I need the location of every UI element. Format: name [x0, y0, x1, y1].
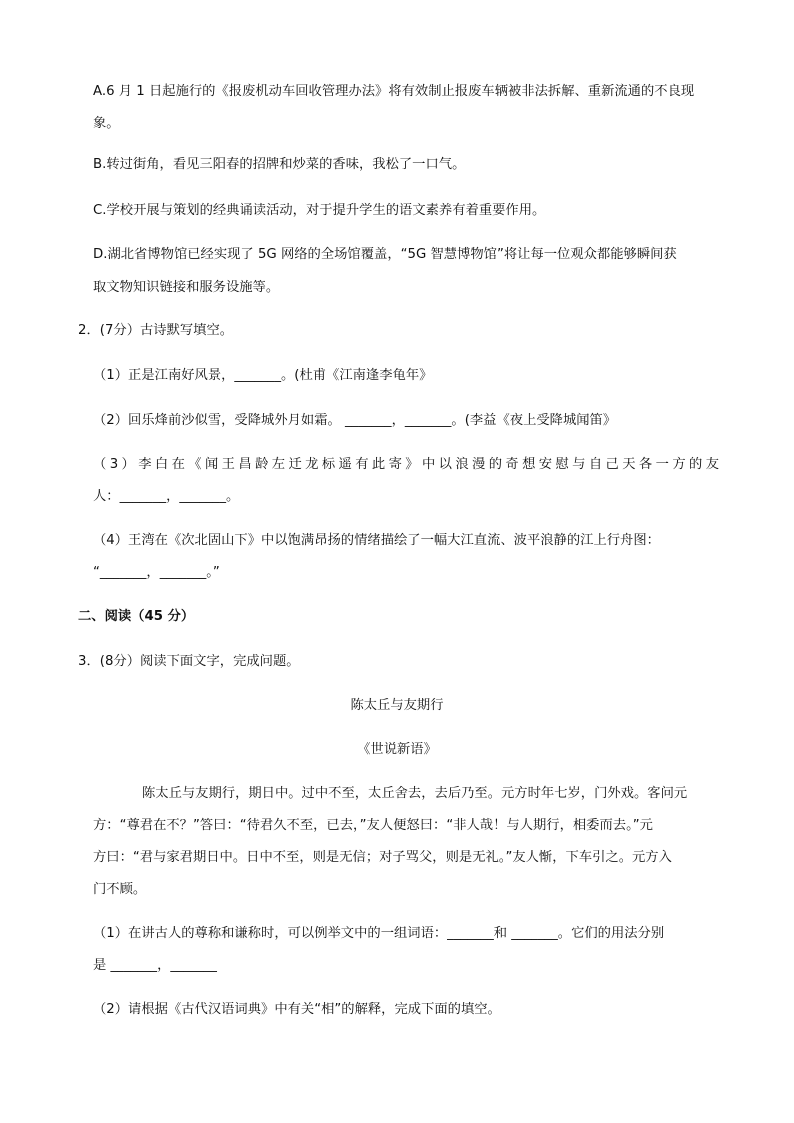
q2-sub4-line2: “_______，_______。”	[93, 565, 220, 580]
option-a-line2: 象。	[93, 116, 120, 131]
passage-line1: 陈太丘与友期行，期日中。过中不至，太丘舍去，去后乃至。元方时年七岁，门外戏。客问元	[142, 786, 688, 801]
q2-sub3-line1: （3）李白在《闻王昌龄左迁龙标遥有此寄》中以浪漫的奇想安慰与自己天各一方的友	[93, 457, 719, 472]
q2-sub2: （2）回乐烽前沙似雪，受降城外月如霜。 _______，_______。(李益《夜上受降城闻笛》	[93, 413, 617, 428]
option-d-line1: D.湖北省博物馆已经实现了 5G 网络的全场馆覆盖，“5G 智慧博物馆”将让每一位观众都能够瞬间获	[93, 247, 677, 262]
q2-sub3-line2: 人：_______，_______。	[93, 489, 240, 504]
q3-sub1-line2: 是 _______，_______	[93, 958, 217, 973]
question-3-title: 3．(8分）阅读下面文字，完成问题。	[78, 654, 300, 669]
option-d-line2: 取文物知识链接和服务设施等。	[93, 280, 280, 295]
option-a-line1: A.6 月 1 日起施行的《报废机动车回收管理办法》将有效制止报废车辆被非法拆解、重新流通的不良现	[93, 84, 695, 99]
passage-line2: 方：“尊君在不？”答曰：“待君久不至，已去，”友人便怒曰：“非人哉！与人期行，相委而去。”元	[93, 818, 653, 833]
passage-source: 《世说新语》	[357, 742, 437, 757]
option-b: B.转过街角，看见三阳春的招牌和炒菜的香味，我松了一口气。	[93, 157, 466, 172]
section-2-heading: 二、阅读（45 分）	[78, 609, 195, 624]
q3-sub2: （2）请根据《古代汉语词典》中有关“相”的解释，完成下面的填空。	[93, 1002, 501, 1017]
passage-title: 陈太丘与友期行	[350, 698, 444, 713]
q2-sub1: （1）正是江南好风景，_______。(杜甫《江南逢李龟年》	[93, 368, 433, 383]
passage-line4: 门不顾。	[93, 882, 147, 897]
q3-sub1-line1: （1）在讲古人的尊称和谦称时，可以例举文中的一组词语：_______和 _______。它们的用法分别	[93, 926, 665, 941]
passage-line3: 方曰：“君与家君期日中。日中不至，则是无信；对子骂父，则是无礼。”友人惭，下车引之。元方入	[93, 850, 672, 865]
q2-sub4-line1: （4）王湾在《次北固山下》中以饱满昂扬的情绪描绘了一幅大江直流、波平浪静的江上行舟图：	[93, 533, 660, 548]
option-c: C.学校开展与策划的经典诵读活动，对于提升学生的语文素养有着重要作用。	[93, 203, 546, 218]
question-2-title: 2．(7分）古诗默写填空。	[78, 323, 234, 338]
